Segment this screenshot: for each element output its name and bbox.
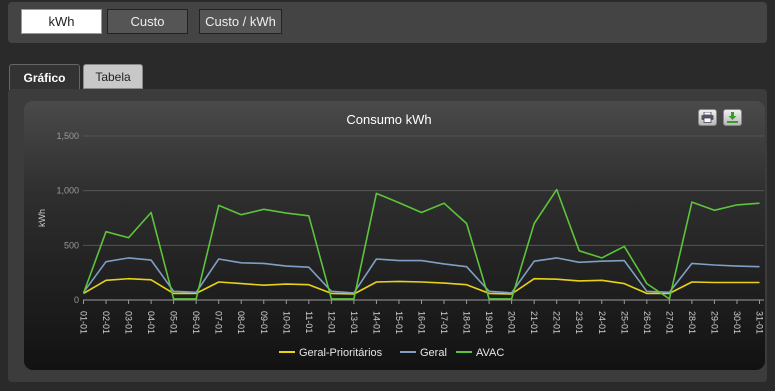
x-tick-label: 30-01 [731, 311, 742, 335]
custo-button[interactable]: Custo [107, 9, 188, 34]
x-tick-label: 01-01 [78, 311, 89, 335]
tab-tabela[interactable]: Tabela [83, 64, 143, 89]
x-tick-label: 02-01 [101, 311, 112, 335]
y-tick-label: 1,000 [56, 185, 79, 196]
x-tick-label: 06-01 [191, 311, 202, 335]
series-line-geral [84, 258, 760, 293]
tab-grafico[interactable]: Gráfico [9, 64, 80, 90]
x-tick-label: 16-01 [416, 311, 427, 335]
x-tick-label: 26-01 [641, 311, 652, 335]
line-chart [24, 101, 765, 370]
x-tick-label: 29-01 [709, 311, 720, 335]
x-tick-label: 17-01 [439, 311, 450, 335]
x-tick-label: 15-01 [393, 311, 404, 335]
x-tick-label: 03-01 [123, 311, 134, 335]
legend-item[interactable] [456, 347, 504, 359]
legend-label: Geral [420, 347, 447, 359]
x-tick-label: 09-01 [258, 311, 269, 335]
x-tick-label: 31-01 [754, 311, 765, 335]
chart-container [24, 101, 765, 370]
x-tick-label: 25-01 [619, 311, 630, 335]
x-tick-label: 12-01 [326, 311, 337, 335]
x-tick-label: 04-01 [146, 311, 157, 335]
x-tick-label: 24-01 [596, 311, 607, 335]
x-tick-label: 27-01 [664, 311, 675, 335]
kwh-button[interactable]: kWh [21, 9, 102, 34]
x-tick-label: 20-01 [506, 311, 517, 335]
x-tick-label: 07-01 [213, 311, 224, 335]
x-tick-label: 22-01 [551, 311, 562, 335]
x-tick-label: 11-01 [303, 311, 314, 334]
y-tick-label: 500 [63, 240, 79, 251]
x-tick-label: 05-01 [168, 311, 179, 335]
grid-lines [83, 136, 764, 300]
custo-kwh-button[interactable]: Custo / kWh [199, 9, 282, 34]
x-tick-label: 28-01 [686, 311, 697, 335]
y-tick-label: 0 [73, 295, 79, 305]
series-lines [84, 190, 760, 299]
legend-item[interactable] [400, 347, 447, 359]
unit-toolbar [8, 2, 767, 43]
y-tick-label: 1,500 [56, 131, 79, 141]
x-axis-ticks [79, 300, 765, 334]
legend [279, 347, 504, 359]
chart-title: Consumo kWh [346, 112, 432, 127]
x-tick-label: 13-01 [348, 311, 359, 335]
x-tick-label: 10-01 [281, 311, 292, 335]
x-tick-label: 18-01 [461, 311, 472, 335]
y-axis-ticks [56, 131, 79, 305]
legend-label: Geral-Prioritários [299, 347, 383, 359]
x-tick-label: 08-01 [236, 311, 247, 335]
x-tick-label: 23-01 [574, 311, 585, 335]
legend-item[interactable] [279, 347, 383, 359]
x-tick-label: 19-01 [484, 311, 495, 335]
x-tick-label: 21-01 [529, 311, 540, 335]
legend-label: AVAC [476, 347, 505, 359]
y-axis-label: kWh [37, 209, 47, 227]
x-tick-label: 14-01 [371, 311, 382, 335]
